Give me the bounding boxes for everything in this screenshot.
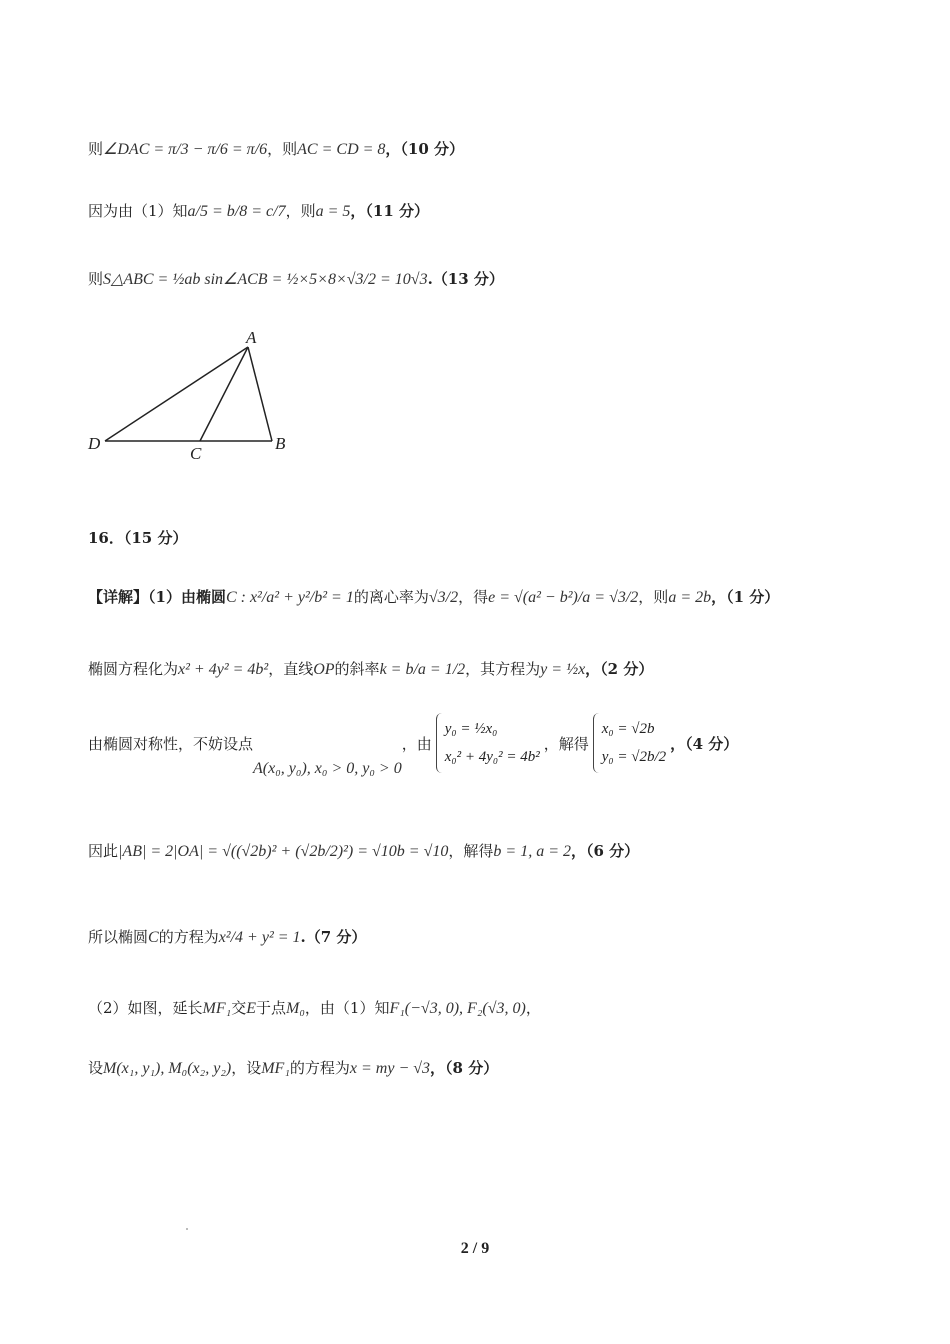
text: （2）如图，延长 — [88, 999, 203, 1017]
system-eq: y₀ = √2b/2 — [601, 749, 667, 765]
text: ，解得 — [448, 842, 494, 860]
solution-line-area — [88, 268, 504, 289]
label-a: A — [246, 328, 257, 347]
math-ac-cd: AC = CD = 8 — [297, 141, 386, 158]
solution-line-ab — [88, 840, 639, 861]
math-area: S△ABC = ½ab sin∠ACB = ½×5×8×√3/2 = 10√3 — [103, 271, 428, 288]
math-points: M(x₁, y₁), M₀(x₂, y₂) — [103, 1060, 232, 1077]
solution-line-ellipse — [88, 586, 779, 607]
math-m0: M₀ — [286, 1000, 305, 1017]
text: ，解得 — [543, 734, 589, 753]
solution-line-system — [88, 708, 738, 778]
system-eq: x₀² + 4y₀² = 4b² — [444, 749, 540, 765]
solution-line-ratio — [88, 200, 429, 221]
score-label: ，（11 分） — [350, 202, 429, 220]
math-point-a: A(x₀, y₀), x₀ > 0, y₀ > 0 — [253, 760, 402, 777]
score-label: ，（1 分） — [711, 588, 780, 606]
math-b-a-values: b = 1, a = 2 — [493, 843, 571, 860]
text: 设 — [88, 1059, 104, 1077]
text: ，则 — [638, 588, 669, 606]
math-a-value: a = 5 — [315, 203, 351, 220]
question-16-heading — [88, 527, 187, 548]
math-a-2b: a = 2b — [668, 589, 712, 606]
solution-line-ellipse-result — [88, 926, 366, 947]
triangle-figure — [80, 322, 310, 467]
score-label: ，（4 分） — [670, 734, 739, 753]
segment-ac — [200, 347, 248, 441]
text: 所以椭圆 — [88, 928, 149, 946]
system-eq: x₀ = √2b — [601, 721, 655, 737]
page-number: 2 / 9 — [460, 1240, 490, 1257]
text: ，得 — [458, 588, 489, 606]
score-label: ，（8 分） — [430, 1059, 499, 1077]
text: 因此 — [88, 842, 119, 860]
text: 则 — [88, 140, 104, 158]
text: 则 — [88, 270, 104, 288]
math-ellipse-eq: x² + 4y² = 4b² — [178, 661, 269, 678]
decorative-dot — [186, 1228, 188, 1230]
text: 的离心率为 — [353, 588, 429, 606]
equation-system-1 — [436, 713, 540, 773]
math-slope: k = b/a = 1/2 — [379, 661, 466, 678]
text: ，直线 — [268, 660, 314, 678]
text: 于点 — [256, 999, 287, 1017]
math-ellipse-result: x²/4 + y² = 1 — [218, 929, 301, 946]
math-c: C — [148, 929, 159, 946]
score-label: ，（6 分） — [571, 842, 640, 860]
text: ，其方程为 — [465, 660, 541, 678]
math-e-formula: e = √(a² − b²)/a = √3/2 — [488, 589, 639, 606]
text: 因为由（1）知 — [88, 202, 188, 220]
text: ， — [525, 999, 541, 1017]
math-ratio: a/5 = b/8 = c/7 — [187, 203, 286, 220]
solution-line-slope — [88, 658, 653, 679]
score-label: .（7 分） — [300, 928, 367, 946]
text: 椭圆方程化为 — [88, 660, 179, 678]
text: 的斜率 — [334, 660, 380, 678]
text: ，由（1）知 — [304, 999, 390, 1017]
label-c: C — [190, 444, 202, 463]
label-d: D — [88, 434, 101, 453]
text: 的方程为 — [158, 928, 219, 946]
score-label: .（13 分） — [427, 270, 504, 288]
equation-system-2 — [593, 713, 666, 773]
segment-ab — [248, 347, 272, 441]
score-label: ，（10 分） — [385, 140, 465, 158]
math-eccentricity: √3/2 — [428, 589, 459, 606]
math-line-eq: y = ½x — [540, 661, 586, 678]
text: ，则 — [267, 140, 298, 158]
solution-line-part2 — [88, 997, 541, 1018]
text: 交 — [231, 999, 247, 1017]
question-number: 16．（15 分） — [88, 529, 188, 547]
text: ，设 — [231, 1059, 262, 1077]
label-b: B — [275, 434, 286, 453]
text: ，由 — [401, 734, 432, 753]
text: 【详解】（1）由椭圆 — [88, 588, 226, 606]
text: ，则 — [285, 202, 316, 220]
math-ab-length: |AB| = 2|OA| = √((√2b)² + (√2b/2)²) = √10b = √10 — [118, 843, 449, 860]
text: 由椭圆对称性，不妨设点 — [88, 734, 254, 753]
system-eq: y₀ = ½x₀ — [444, 721, 498, 737]
math-ellipse: C : x²/a² + y²/b² = 1 — [225, 589, 354, 606]
solution-line-mf1 — [88, 1057, 498, 1078]
segment-da — [105, 347, 248, 441]
math-op: OP — [313, 661, 335, 678]
text: 的方程为 — [289, 1059, 350, 1077]
math-line-mf1: x = my − √3 — [349, 1060, 431, 1077]
math-angle-dac: ∠DAC = π/3 − π/6 = π/6 — [103, 141, 268, 158]
math-mf1: MF₁ — [261, 1060, 290, 1077]
math-mf1: MF₁ — [202, 1000, 232, 1017]
solution-line-angle — [88, 138, 464, 159]
score-label: ，（2 分） — [585, 660, 654, 678]
math-e: E — [246, 1000, 257, 1017]
math-foci: F₁(−√3, 0), F₂(√3, 0) — [389, 1000, 526, 1017]
